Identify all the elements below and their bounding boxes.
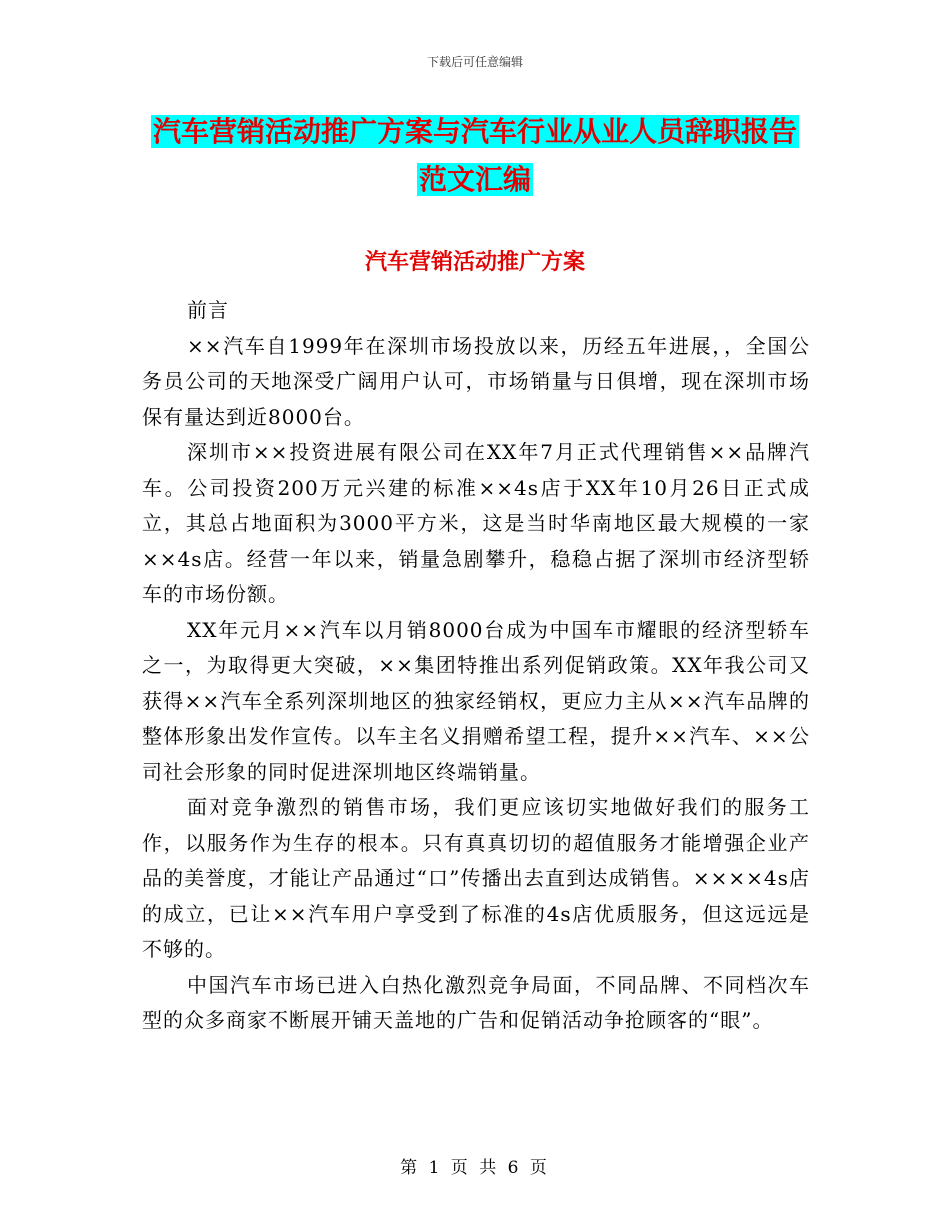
paragraph: 深圳市××投资进展有限公司在XX年7月正式代理销售××品牌汽车。公司投资200万元兴建的标准××4s店于XX年10月26日正式成立，其总占地面积为3000平方米，这是当时华南地区最大规模的一家××4s店。经营一年以来，销量急剧攀升，稳稳占据了深圳市经济型轿车的市场份额。	[142, 440, 810, 606]
paragraph: 面对竞争激烈的销售市场，我们更应该切实地做好我们的服务工作，以服务作为生存的根本。只有真真切切的超值服务才能增强企业产品的美誉度，才能让产品通过“口”传播出去直到达成销售。××××4s店的成立，已让××汽车用户享受到了标准的4s店优质服务，但这远远是不够的。	[142, 795, 810, 961]
paragraph: ××汽车自1999年在深圳市场投放以来，历经五年进展，，全国公务员公司的天地深受广阔用户认可，市场销量与日俱增，现在深圳市场保有量达到近8000台。	[142, 333, 810, 429]
document-body	[142, 293, 810, 1039]
page-number: 第 1 页 共 6 页	[400, 1158, 550, 1178]
header-note: 下载后可任意编辑	[426, 55, 523, 69]
title-line-1: 汽车营销活动推广方案与汽车行业从业人员辞职报告	[152, 115, 797, 148]
paragraph: 中国汽车市场已进入白热化激烈竞争局面，不同品牌、不同档次车型的众多商家不断展开铺天盖地的广告和促销活动争抢顾客的“眼”。	[142, 972, 810, 1032]
title-line-2: 范文汇编	[418, 163, 531, 196]
section-title: 汽车营销活动推广方案	[364, 250, 585, 275]
document-title	[0, 108, 950, 204]
paragraph: XX年元月××汽车以月销8000台成为中国车市耀眼的经济型轿车之一，为取得更大突破，××集团特推出系列促销政策。XX年我公司又获得××汽车全系列深圳地区的独家经销权，更应力主从××汽车品牌的整体形象出发作宣传。以车主名义捐赠希望工程，提升××汽车、××公司社会形象的同时促进深圳地区终端销量。	[142, 617, 810, 784]
paragraph-preface: 前言	[187, 298, 229, 322]
